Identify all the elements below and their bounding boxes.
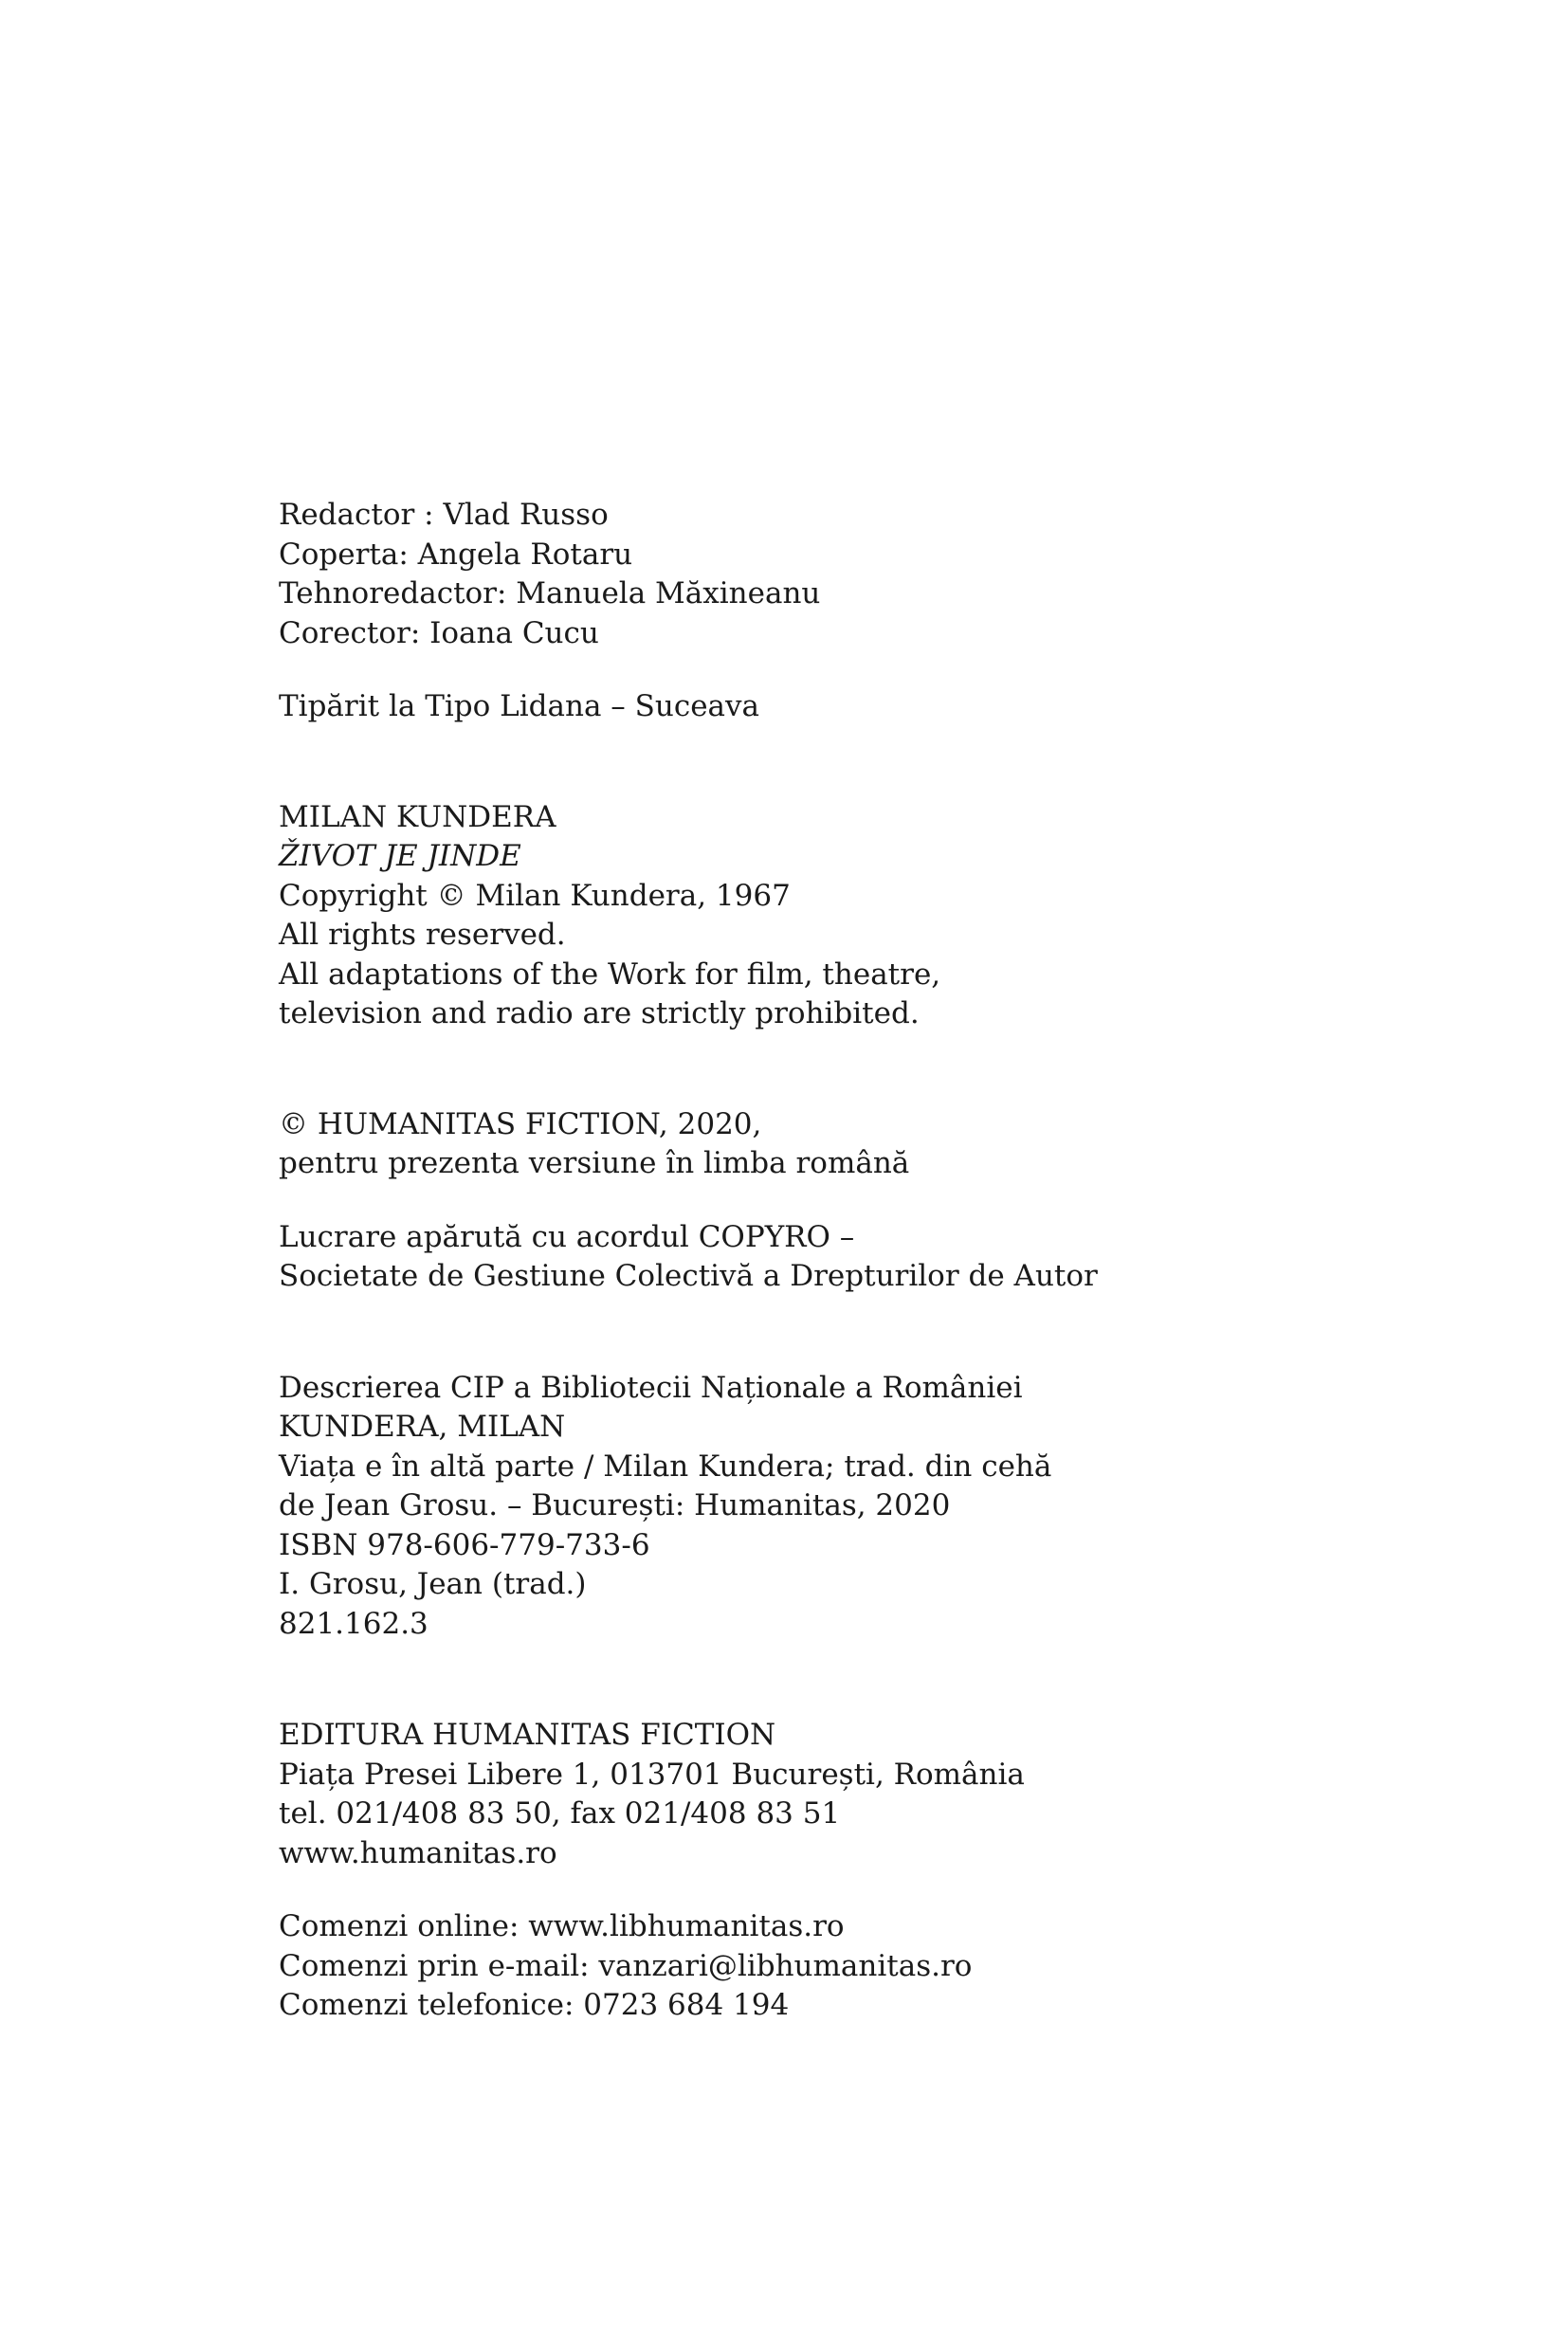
- cip-title: Viața e în altă parte / Milan Kundera; trad. din cehă: [279, 1449, 1052, 1484]
- edition-language: pentru prezenta versiune în limba română: [279, 1146, 910, 1180]
- orders-email: Comenzi prin e-mail: vanzari@libhumanitas.ro: [279, 1948, 973, 1983]
- orders-phone: Comenzi telefonice: 0723 684 194: [279, 1988, 790, 2022]
- edition-block: [279, 1105, 1416, 1184]
- rights-reserved: All rights reserved.: [279, 918, 566, 952]
- cip-imprint: de Jean Grosu. – București: Humanitas, 2020: [279, 1488, 951, 1522]
- original-copyright: Copyright © Milan Kundera, 1967: [279, 878, 791, 913]
- edition-copyright: © HUMANITAS FICTION, 2020,: [279, 1106, 762, 1141]
- orders-online: Comenzi online: www.libhumanitas.ro: [279, 1909, 845, 1943]
- credit-editor: Redactor : Vlad Russo: [279, 498, 609, 532]
- copyro-block: [279, 1218, 1416, 1297]
- cip-isbn: ISBN 978-606-779-733-6: [279, 1527, 650, 1562]
- orders-block: [279, 1907, 1416, 2026]
- cip-heading: Descrierea CIP a Bibliotecii Naționale a României: [279, 1370, 1023, 1405]
- original-rights-block: [279, 798, 1416, 1034]
- adaptations-line-2: television and radio are strictly prohibited.: [279, 996, 920, 1030]
- printing-block: [279, 687, 1416, 727]
- credit-cover: Coperta: Angela Rotaru: [279, 537, 633, 572]
- publisher-address: Piața Presei Libere 1, 013701 București, România: [279, 1757, 1025, 1792]
- credit-typesetter: Tehnoredactor: Manuela Măxineanu: [279, 576, 821, 611]
- adaptations-line-1: All adaptations of the Work for film, theatre,: [279, 957, 941, 992]
- copyro-line-2: Societate de Gestiune Colectivă a Drepturilor de Autor: [279, 1259, 1098, 1293]
- cip-block: [279, 1369, 1416, 1645]
- publisher-phone: tel. 021/408 83 50, fax 021/408 83 51: [279, 1796, 841, 1831]
- publisher-website: www.humanitas.ro: [279, 1835, 557, 1870]
- credits-block: [279, 496, 1416, 653]
- publisher-name: EDITURA HUMANITAS FICTION: [279, 1718, 776, 1752]
- cip-author: KUNDERA, MILAN: [279, 1410, 566, 1444]
- copyro-line-1: Lucrare apărută cu acordul COPYRO –: [279, 1219, 855, 1254]
- credit-proofreader: Corector: Ioana Cucu: [279, 615, 599, 650]
- publisher-block: [279, 1716, 1416, 1873]
- original-author: MILAN KUNDERA: [279, 799, 556, 834]
- cip-classification: 821.162.3: [279, 1606, 428, 1641]
- cip-translator: I. Grosu, Jean (trad.): [279, 1567, 587, 1601]
- original-title: ŽIVOT JE JINDE: [279, 839, 521, 873]
- colophon: [279, 496, 1416, 2026]
- printer-line: Tipărit la Tipo Lidana – Suceava: [279, 689, 760, 723]
